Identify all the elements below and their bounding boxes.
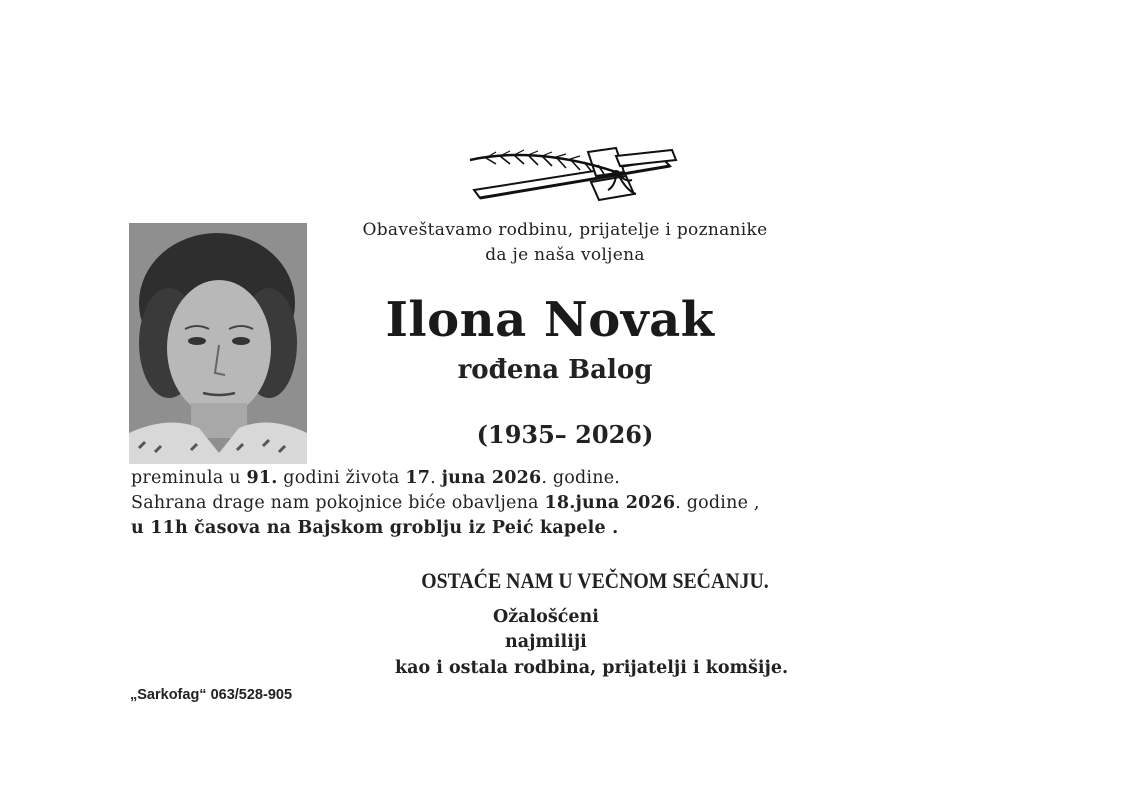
closing-line-3: kao i ostala rodbina, prijatelji i komšije. <box>395 658 789 678</box>
closing-line-2: najmiliji <box>505 632 587 652</box>
funeral-agency-contact: „Sarkofag“ 063/528-905 <box>130 687 293 703</box>
maiden-name: rođena Balog <box>457 355 653 385</box>
remembrance-text: OSTAĆE NAM U VEČNOM SEĆANJU. <box>421 568 769 593</box>
funeral-location-line: u 11h časova na Bajskom groblju iz Peić kapele . <box>131 518 619 538</box>
cross-with-palm-icon <box>466 142 678 204</box>
life-years: (1935– 2026) <box>476 420 654 449</box>
intro-line-1: Obaveštavamo rodbinu, prijatelje i poznanike <box>362 220 768 240</box>
portrait-photo <box>129 223 307 464</box>
death-details-line: preminula u 91. godini života 17. juna 2026. godine. <box>131 468 621 488</box>
deceased-name: Ilona Novak <box>385 292 715 348</box>
funeral-details-line: Sahrana drage nam pokojnice biće obavljena 18.juna 2026. godine , <box>131 493 760 513</box>
intro-line-2: da je naša voljena <box>485 245 645 265</box>
closing-line-1: Ožalošćeni <box>493 607 599 627</box>
